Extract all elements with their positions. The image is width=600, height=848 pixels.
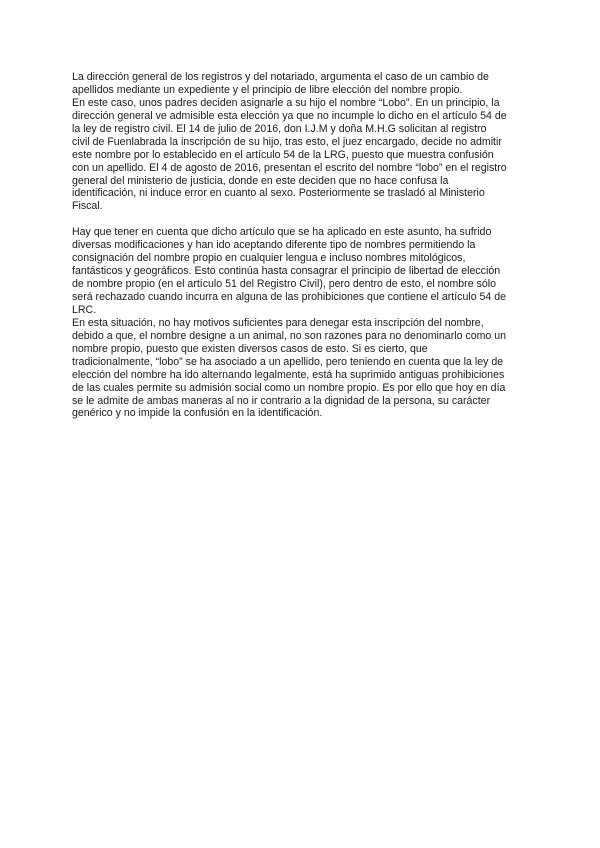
text-line: apellidos mediante un expediente y el principio de libre elección del nombre propio. — [72, 83, 463, 96]
text-line: En este caso, unos padres deciden asignarle a su hijo el nombre “Lobo”. En un principio, la — [72, 96, 500, 109]
text-line: LRC. — [72, 303, 97, 316]
paragraph-conclusion — [72, 317, 530, 421]
paragraph-case — [72, 97, 530, 213]
text-line: En esta situación, no hay motivos suficientes para denegar esta inscripción del nombre, — [72, 316, 484, 329]
paragraph-article-history — [72, 226, 530, 317]
text-line: diversas modificaciones y han ido aceptando diferente tipo de nombres permitiendo la — [72, 239, 476, 252]
text-line: elección del nombre ha ido alternando legalmente, está ha suprimido antiguas prohibiciones — [72, 368, 505, 381]
text-line: identificación, ni induce error en cuanto al sexo. Posteriormente se trasladó al Ministerio — [72, 187, 485, 200]
text-line: La dirección general de los registros y del notariado, argumenta el caso de un cambio de — [72, 71, 489, 83]
text-line: de nombre propio (en el artículo 51 del Registro Civil), pero dentro de esto, el nombre sólo — [72, 278, 496, 291]
text-line: nombre propio, puesto que existen diversos casos de esto. Si es cierto, que — [72, 342, 428, 355]
text-line: de las cuales permite su admisión social como un nombre propio. Es por ello que hoy en día — [72, 381, 506, 394]
text-line: dirección general ve admisible esta elección ya que no incumple lo dicho en el artículo 54 de — [72, 109, 507, 122]
paragraph-intro — [72, 71, 530, 97]
document-body — [72, 71, 530, 420]
text-line: fantásticos y geográficos. Esto continúa hasta consagrar el principio de libertad de elección — [72, 265, 501, 278]
text-line: la ley de registro civil. El 14 de julio de 2016, don I.J.M y doña M.H.G solicitan al registro — [72, 122, 487, 135]
text-line: civil de Fuenlabrada la inscripción de su hijo, tras esto, el juez encargado, decide no admitir — [72, 135, 502, 148]
text-line: debido a que, el nombre designe a un animal, no son razones para no denominarlo como un — [72, 329, 507, 342]
text-line: se le admite de ambas maneras al no ir contrario a la dignidad de la persona, su carácter — [72, 394, 491, 407]
text-line: tradicionalmente, “lobo” se ha asociado a un apellido, pero teniendo en cuenta que la ley de — [72, 355, 504, 368]
text-line: con un apellido. El 4 de agosto de 2016, presentan el escrito del nombre “lobo” en el registro — [72, 161, 507, 174]
text-line: será rechazado cuando incurra en alguna de las prohibiciones que contiene el artículo 54 de — [72, 291, 507, 303]
text-line: Fiscal. — [72, 200, 103, 213]
paragraph-gap — [72, 213, 530, 226]
text-line: Hay que tener en cuenta que dicho artículo que se ha aplicado en este asunto, ha sufrido — [72, 226, 492, 239]
text-line: genérico y no impide la confusión en la identificación. — [72, 407, 323, 420]
text-line: este nombre por lo establecido en el artículo 54 de la LRG, puesto que muestra confusión — [72, 148, 494, 161]
text-line: consignación del nombre propio en cualquier lengua e incluso nombres mitológicos, — [72, 252, 466, 265]
text-line: general del ministerio de justicia, donde en este deciden que no hace confusa la — [72, 174, 449, 187]
